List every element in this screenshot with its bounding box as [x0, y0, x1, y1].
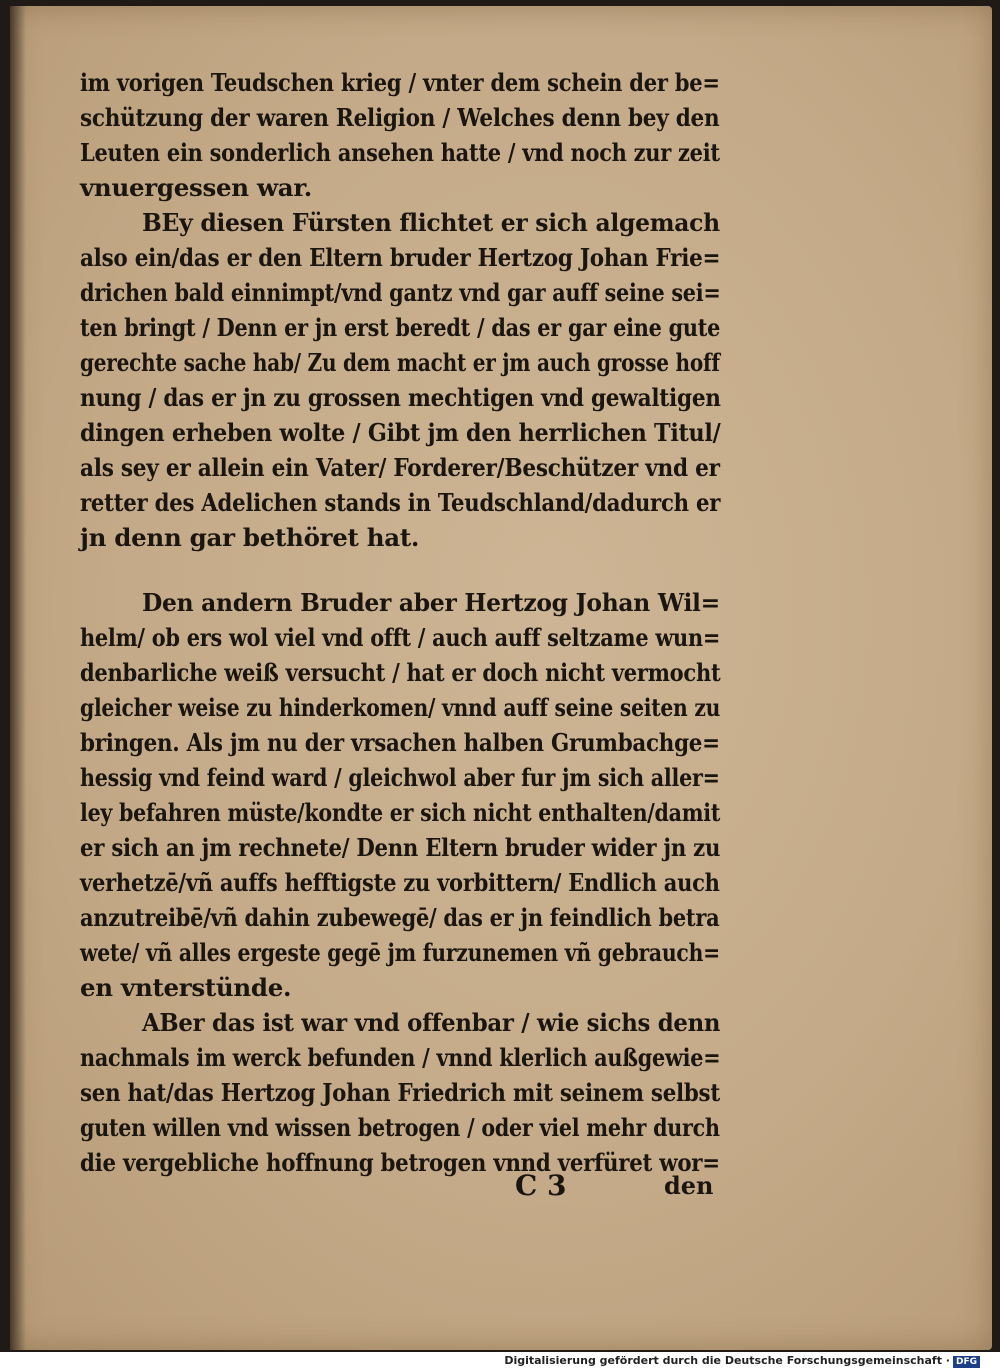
funding-footer	[504, 1354, 980, 1368]
text-line: bringen. Als jm nu der vrsachen halben Grumbachge=	[80, 728, 720, 757]
text-line: verhetzē/vñ auffs hefftigste zu vorbittern/ Endlich auch	[80, 868, 720, 897]
text-line: er sich an jm rechnete/ Denn Eltern bruder wider jn zu	[80, 833, 721, 862]
signature-mark: C 3	[515, 1169, 567, 1202]
text-line: anzutreibē/vñ dahin zubewegē/ das er jn feindlich betra	[80, 903, 720, 932]
text-line: im vorigen Teudschen krieg / vnter dem schein der be=	[80, 68, 720, 97]
text-line: nung / das er jn zu grossen mechtigen vnd gewaltigen	[80, 383, 721, 412]
text-line: gleicher weise zu hinderkomen/ vnnd auff seine seiten zu	[80, 693, 721, 722]
text-line: Den andern Bruder aber Hertzog Johan Wil=	[142, 588, 720, 617]
text-line: schützung der waren Religion / Welches denn bey den	[80, 103, 720, 132]
text-line: ten bringt / Denn er jn erst beredt / das er gar eine gute	[80, 313, 721, 342]
text-line: ABer das ist war vnd offenbar / wie sichs denn	[142, 1008, 721, 1037]
text-line: gerechte sache hab/ Zu dem macht er jm auch grosse hoff	[80, 348, 720, 377]
text-line: dingen erheben wolte / Gibt jm den herrlichen Titul/	[80, 418, 721, 447]
text-line: die vergebliche hoffnung betrogen vnnd verfüret wor=	[80, 1148, 720, 1177]
text-line: vnuergessen war.	[80, 173, 312, 202]
text-line: als sey er allein ein Vater/ Forderer/Beschützer vnd er	[80, 453, 720, 482]
text-line: wete/ vñ alles ergeste gegē jm furzunemen vñ gebrauch=	[80, 938, 720, 967]
text-line: helm/ ob ers wol viel vnd offt / auch auff seltzame wun=	[80, 623, 721, 652]
text-line: Leuten ein sonderlich ansehen hatte / vnd noch zur zeit	[80, 138, 720, 167]
footer-text: Digitalisierung gefördert durch die Deutsche Forschungsgemeinschaft ·	[504, 1354, 950, 1367]
text-line: retter des Adelichen stands in Teudschland/dadurch er	[80, 488, 721, 517]
text-line: nachmals im werck befunden / vnnd klerlich außgewie=	[80, 1043, 721, 1072]
text-line: drichen bald einnimpt/vnd gantz vnd gar auff seine sei=	[80, 278, 721, 307]
dfg-logo: DFG	[953, 1356, 980, 1368]
text-line: denbarliche weiß versucht / hat er doch nicht vermocht	[80, 658, 721, 687]
catchword: den	[664, 1171, 714, 1200]
text-line: BEy diesen Fürsten flichtet er sich algemach	[142, 208, 720, 237]
text-line: guten willen vnd wissen betrogen / oder viel mehr durch	[80, 1113, 720, 1142]
text-line: also ein/das er den Eltern bruder Hertzog Johan Frie=	[80, 243, 721, 272]
text-line: en vnterstünde.	[80, 973, 292, 1002]
text-line: sen hat/das Hertzog Johan Friedrich mit seinem selbst	[80, 1078, 720, 1107]
text-line: hessig vnd feind ward / gleichwol aber fur jm sich aller=	[80, 763, 720, 792]
page-gutter-shadow	[10, 6, 26, 1350]
text-line: ley befahren müste/kondte er sich nicht enthalten/damit	[80, 798, 721, 827]
text-line: jn denn gar bethöret hat.	[80, 523, 420, 552]
